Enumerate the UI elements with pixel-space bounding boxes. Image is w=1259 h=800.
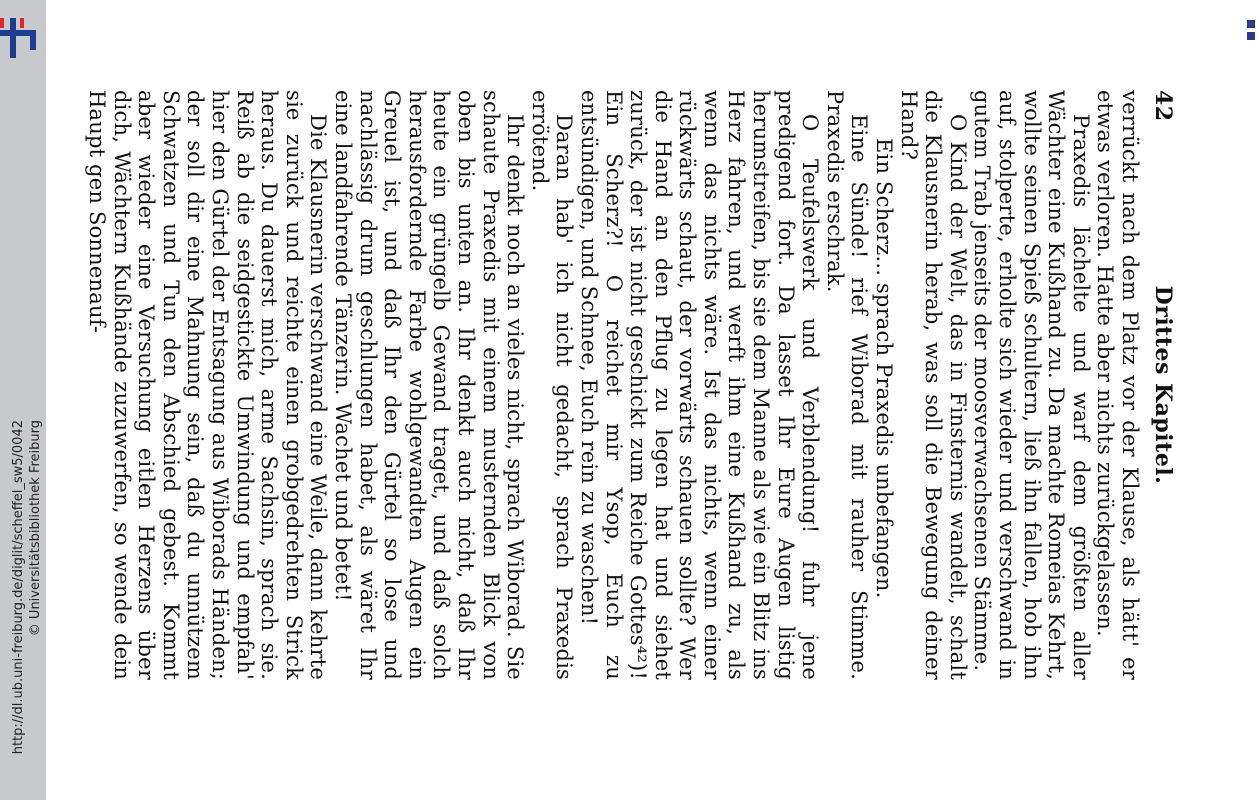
paragraph: Ein Scherz... sprach Praxedis unbefangen. <box>872 138 897 599</box>
source-url[interactable]: http://dl.ub.uni-freiburg.de/diglit/scheffel_sw5/0042 <box>11 420 26 755</box>
source-info <box>10 0 46 800</box>
paragraph: O Teufelswerk und Verblendung! fuhr jene predigend fort. Da lasset Ihr Eure Augen listig herumstreifen, bis sie dem Manne als wie ein Blitz ins Herz fahren, und werft ihm eine Kußhand zu, als wenn das nichts wäre. Ist das nichts, wenn einer rückwärts schaut, der vorwärts schauen sollte? Wer die Hand an den Pflug zu legen hat und siehet zurück, der ist nicht geschickt zum Reiche Gottes⁴²)! Ein Scherz?! O reichet mir Ysop, Euch zu entsündigen, und Schnee, Euch rein zu waschen! <box>576 90 823 680</box>
copyright-notice: © Universitätsbibliothek Freiburg <box>28 420 43 637</box>
scanned-page <box>46 0 1259 800</box>
paragraph: Daran hab' ich nicht gedacht, sprach Praxedis errötend. <box>527 90 577 680</box>
paragraph: Ihr denkt noch an vieles nicht, sprach Wiborad. Sie schaute Praxedis mit einem musternden Blick von oben bis unten an. Ihr denkt auch nicht, daß Ihr heute ein grüngelb Gewand traget, und daß solch herausfordernde Farbe wohlgewandten Augen ein Greuel ist, und daß Ihr den Gürtel so lose und nachlässig drum geschlungen habet, als wäret Ihr eine landfahrende Tänzerin. Wachet und betet! <box>331 90 528 680</box>
page-header <box>1142 90 1182 680</box>
page-number: 42 <box>1150 90 1176 122</box>
viewer-sidebar <box>0 0 46 800</box>
paragraph: Die Klausnerin verschwand eine Weile, dann kehrte sie zurück und reichte einen grobgedrehten Strick heraus. Du dauerst mich, arme Sachsin, sprach sie. Reiß ab die seidgestickte Umwindung und empfah' hier den Gürtel der Entsagung aus Wiborads Händen; der soll dir eine Mahnung sein, daß du unnützem Schwatzen und Tun den Abschied gebest. Kommt aber wieder eine Versuchung eitlen Herzens über dich, Wächtern Kußhände zuzuwerfen, so wende dein Haupt gen Sonnenauf- <box>85 90 331 680</box>
body-text <box>84 90 1142 680</box>
paragraph: Eine Sünde! rief Wiborad mit rauher Stimme. Praxedis erschrak. <box>822 90 872 680</box>
page-edge-marks <box>1247 20 1255 50</box>
chapter-title: Drittes Kapitel. <box>1150 285 1176 485</box>
page-content <box>85 90 1182 680</box>
paragraph: verrückt nach dem Platz vor der Klause, als hätt' er etwas verloren. Hatte aber nichts zurückgelassen. <box>1093 90 1142 680</box>
paragraph: O Kind der Welt, das in Finsternis wandelt, schalt die Klausnerin herab, was soll die Bewegung deiner Hand? <box>896 90 970 680</box>
paragraph: Praxedis lächelte und warf dem größten aller Wächter eine Kußhand zu. Da machte Romeias Kehrt, wollte seinen Spieß schultern, ließ ihn fallen, hob ihn auf, stolperte, erholte sich wieder und verschwand in gutem Trab jenseits der moosverwachsenen Stämme. <box>970 90 1093 680</box>
